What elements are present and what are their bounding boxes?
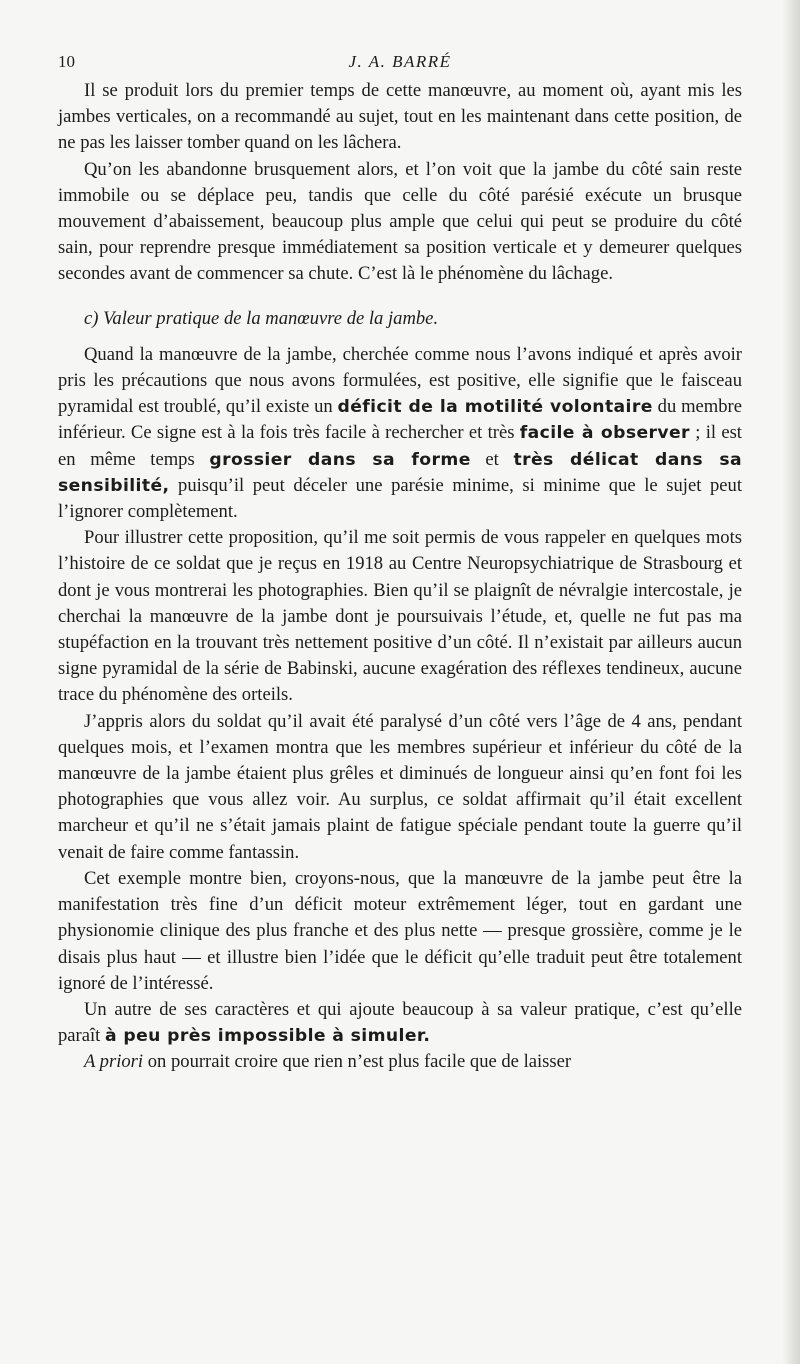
paragraph-8-italic: A priori xyxy=(84,1051,144,1073)
paragraph-3-text-5: puisqu’il peut déceler une parésie minime, si minime que le sujet peut l’ignorer complètement. xyxy=(58,474,742,523)
paragraph-3-emphasis-2: facile à observer xyxy=(519,423,690,444)
running-head: J. A. BARRÉ xyxy=(348,52,452,71)
paragraph-8-text-1: on pourrait croire que rien n’est plus facile que de laisser xyxy=(143,1051,572,1073)
paragraph-7-emphasis-1: à peu près impossible à simuler. xyxy=(104,1026,431,1047)
section-title: Valeur pratique de la manœuvre de la jambe. xyxy=(103,307,439,329)
paragraph-3-emphasis-4: très délicat dans sa sensibilité, xyxy=(58,449,742,496)
paragraph-1: Il se produit lors du premier temps de cette manœuvre, au moment où, ayant mis les jambes verticales, on a recommandé au sujet, tout en les maintenant dans cette position, de ne pas les laisser tomber quand on les lâchera. xyxy=(58,80,742,154)
paragraph-8 xyxy=(58,1049,742,1075)
paragraph-3-text-1: Quand la manœuvre de la jambe, cherchée comme nous l’avons indiqué et après avoir pris les précautions que nous avons formulées, est positive, elle signifie que le faisceau pyramidal est troublé, qu’il existe un xyxy=(58,343,742,418)
paragraph-3 xyxy=(58,342,742,525)
paragraph-3-text-2: du membre inférieur. Ce signe est à la fois très facile à rechercher et très xyxy=(58,396,743,444)
paragraph-4: Pour illustrer cette proposition, qu’il me soit permis de vous rappeler en quelques mots l’histoire de ce soldat que je reçus en 1918 au Centre Neuropsychiatrique de Strasbourg et dont je vous montrerai les photographies. Bien qu’il se plaignît de névralgie intercostale, je cherchai la manœuvre de la jambe dont je poursuivais l’étude, et, quelle ne fut pas ma stupéfaction en la trouvant très nettement positive d’un côté. Il n’existait par ailleurs aucun signe pyramidal de la série de Babinski, aucune exagération des réflexes tendineux, aucune trace du phénomène des orteils. xyxy=(58,527,742,706)
paragraph-7-text-1: Un autre de ses caractères et qui ajoute beaucoup à sa valeur pratique, c’est qu’elle paraît xyxy=(58,998,742,1047)
page-header xyxy=(58,52,742,78)
page-number: 10 xyxy=(58,52,75,71)
paragraph-5: J’appris alors du soldat qu’il avait été paralysé d’un côté vers l’âge de 4 ans, pendant quelques mois, et l’examen montra que les membres supérieur et inférieur du côté de la manœuvre de la jambe étaient plus grêles et diminués de longueur ainsi qu’en font foi les photographies que vous allez voir. Au surplus, ce soldat affirmait qu’il était excellent marcheur et qu’il ne s’était jamais plaint de fatigue spéciale pendant toute la guerre qu’il venait de faire comme fantassin. xyxy=(58,710,742,863)
paragraph-3-text-3: ; il est en même temps xyxy=(58,422,742,470)
section-heading xyxy=(58,306,742,332)
page-edge-shadow xyxy=(782,0,800,1364)
paragraph-3-emphasis-3: grossier dans sa forme xyxy=(209,449,471,470)
section-letter: c) xyxy=(84,307,99,329)
paragraph-3-text-4: et xyxy=(470,448,514,470)
body-text xyxy=(58,78,742,1076)
paragraph-2: Qu’on les abandonne brusquement alors, et l’on voit que la jambe du côté sain reste immobile ou se déplace peu, tandis que celle du côté parésié exécute un brusque mouvement d’abaissement, beaucoup plus ample que celui qui peut se produire du côté sain, pour reprendre presque immédiatement sa position verticale et y demeurer quelques secondes avant de commencer sa chute. C’est là le phénomène du lâchage. xyxy=(58,158,742,285)
book-page xyxy=(58,52,742,1076)
paragraph-7 xyxy=(58,997,742,1049)
paragraph-6: Cet exemple montre bien, croyons-nous, que la manœuvre de la jambe peut être la manifestation très fine d’un déficit moteur extrêmement léger, tout en gardant une physionomie clinique des plus franche et des plus nette — presque grossière, comme je le disais plus haut — et illustre bien l’idée que le déficit qu’elle traduit peut être totalement ignoré de l’intéressé. xyxy=(58,867,742,994)
paragraph-3-emphasis-1: déficit de la motilité volontaire xyxy=(337,397,653,418)
